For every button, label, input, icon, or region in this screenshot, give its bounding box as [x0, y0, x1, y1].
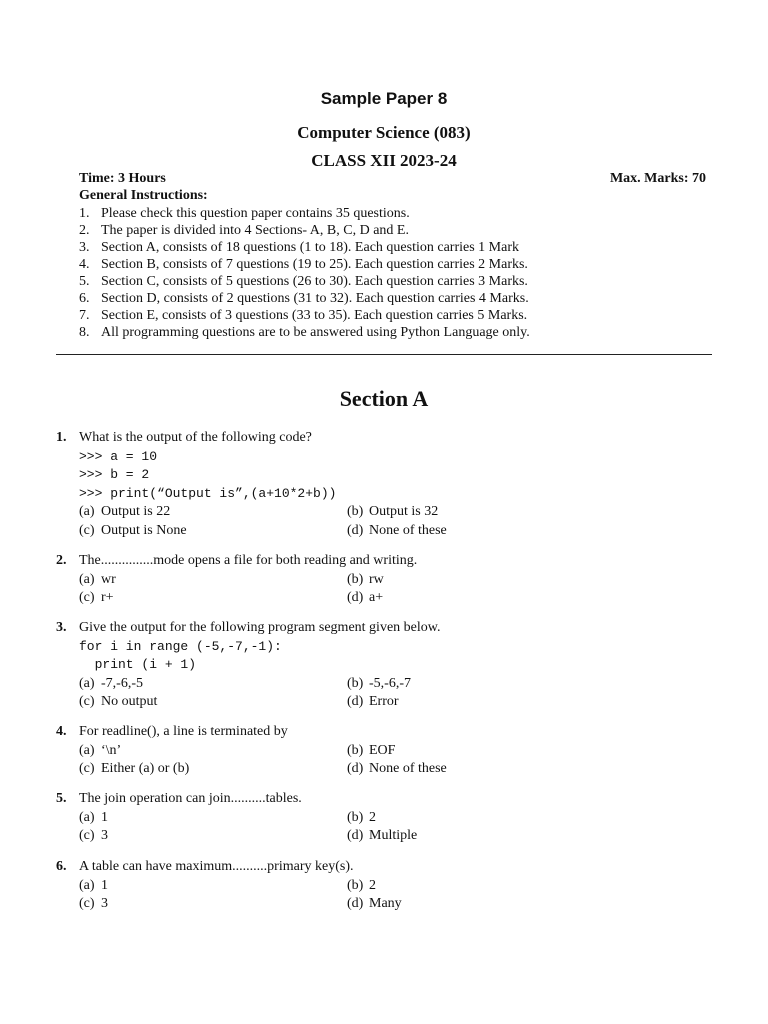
question-3 — [56, 619, 716, 712]
question-number: 6. — [56, 859, 67, 874]
option-label: (d) — [347, 590, 364, 605]
instruction-text: The paper is divided into 4 Sections- A, B, C, D and E. — [101, 223, 409, 238]
instruction-text: Section B, consists of 7 questions (19 to 25). Each question carries 2 Marks. — [101, 257, 528, 272]
option-label: (b) — [347, 877, 364, 893]
option-label: (b) — [347, 742, 364, 758]
question-text: What is the output of the following code? — [79, 430, 312, 445]
option-b — [347, 571, 384, 590]
option-a — [79, 571, 116, 590]
option-label: (c) — [79, 694, 95, 709]
instruction-number: 7. — [79, 308, 90, 323]
option-label: (c) — [79, 828, 95, 843]
question-text: A table can have maximum..........primary key(s). — [79, 859, 354, 874]
instruction-number: 2. — [79, 223, 90, 238]
divider-rule — [56, 354, 712, 355]
instruction-item — [79, 307, 530, 324]
option-c — [79, 895, 108, 914]
option-text: Output is 22 — [101, 504, 171, 519]
option-d — [347, 522, 447, 541]
paper-title: Sample Paper 8 — [320, 89, 448, 108]
option-label: (d) — [347, 694, 364, 709]
option-text: None of these — [369, 522, 447, 538]
option-d — [347, 827, 417, 846]
option-label: (a) — [79, 809, 95, 825]
instructions-heading: General Instructions: — [79, 188, 208, 203]
option-text: 2 — [369, 809, 376, 825]
option-a — [79, 503, 170, 522]
option-d — [347, 693, 399, 712]
option-c — [79, 522, 187, 541]
max-marks-label: Max. Marks: 70 — [609, 171, 706, 186]
instruction-text: Section A, consists of 18 questions (1 to 18). Each question carries 1 Mark — [101, 240, 519, 255]
question-text: Give the output for the following program segment given below. — [79, 620, 441, 635]
option-text: EOF — [369, 742, 396, 758]
question-number: 1. — [56, 430, 67, 445]
option-b — [347, 675, 411, 694]
option-a — [79, 742, 121, 761]
option-label: (a) — [79, 742, 95, 758]
option-b — [347, 877, 376, 896]
option-text: rw — [369, 571, 384, 587]
option-text: 2 — [369, 877, 376, 893]
question-number: 3. — [56, 620, 67, 635]
code-line: print (i + 1) — [79, 657, 197, 672]
option-text: 1 — [101, 877, 108, 893]
section-heading: Section A — [339, 386, 429, 411]
question-5 — [56, 790, 716, 846]
option-label: (a) — [79, 504, 95, 519]
instruction-item — [79, 239, 530, 256]
instruction-number: 6. — [79, 291, 90, 306]
option-b — [347, 809, 376, 828]
option-label: (b) — [347, 809, 364, 825]
question-number: 4. — [56, 724, 67, 739]
option-d — [347, 760, 447, 779]
instruction-item — [79, 222, 530, 239]
instruction-text: Section E, consists of 3 questions (33 to 35). Each question carries 5 Marks. — [101, 308, 528, 323]
option-label: (c) — [79, 590, 95, 605]
option-text: -7,-6,-5 — [101, 675, 143, 691]
instruction-text: All programming questions are to be answered using Python Language only. — [101, 325, 530, 340]
code-line: >>> a = 10 — [79, 448, 158, 464]
option-text: Either (a) or (b) — [101, 761, 190, 776]
question-number: 2. — [56, 553, 67, 568]
option-c — [79, 760, 189, 779]
question-text: The...............mode opens a file for both reading and writing. — [79, 553, 418, 568]
option-label: (d) — [347, 761, 364, 776]
option-c — [79, 827, 108, 846]
code-line: for i in range (-5,-7,-1): — [79, 638, 282, 654]
instruction-text: Section D, consists of 2 questions (31 to 32). Each question carries 4 Marks. — [101, 291, 529, 306]
option-text: Many — [369, 896, 402, 911]
option-text: 3 — [101, 828, 108, 843]
question-number: 5. — [56, 791, 67, 806]
class-title: CLASS XII 2023-24 — [311, 151, 457, 170]
option-text: a+ — [369, 590, 384, 605]
instruction-item — [79, 256, 530, 273]
instruction-number: 8. — [79, 325, 90, 340]
option-label: (c) — [79, 522, 95, 538]
option-a — [79, 809, 108, 828]
option-text: 3 — [101, 896, 108, 911]
option-text: No output — [101, 694, 158, 709]
option-label: (c) — [79, 761, 95, 776]
option-label: (b) — [347, 571, 364, 587]
instructions-list — [79, 205, 530, 341]
instruction-number: 4. — [79, 257, 90, 272]
question-1 — [56, 429, 716, 540]
option-text: None of these — [369, 761, 447, 776]
option-d — [347, 589, 383, 608]
question-2 — [56, 552, 716, 608]
option-b — [347, 742, 395, 761]
option-label: (a) — [79, 675, 95, 691]
instruction-item — [79, 324, 530, 341]
option-text: Error — [369, 694, 399, 709]
instruction-item — [79, 273, 530, 290]
option-text: Output is None — [101, 522, 187, 538]
instruction-text: Section C, consists of 5 questions (26 to 30). Each question carries 3 Marks. — [101, 274, 528, 289]
code-line: >>> print(“Output is”,(a+10*2+b)) — [79, 485, 337, 501]
option-text: wr — [101, 571, 116, 587]
instruction-number: 3. — [79, 240, 90, 255]
option-c — [79, 589, 114, 608]
option-label: (c) — [79, 896, 95, 911]
option-label: (b) — [347, 675, 364, 691]
option-text: r+ — [101, 590, 114, 605]
option-text: Output is 32 — [369, 504, 439, 519]
option-b — [347, 503, 438, 522]
question-6 — [56, 858, 716, 914]
instruction-item — [79, 205, 530, 222]
option-a — [79, 675, 143, 694]
option-label: (a) — [79, 571, 95, 587]
option-d — [347, 895, 402, 914]
question-4 — [56, 723, 716, 779]
instruction-number: 1. — [79, 206, 90, 221]
option-c — [79, 693, 157, 712]
option-text: 1 — [101, 809, 108, 825]
instruction-number: 5. — [79, 274, 90, 289]
subject-title: Computer Science (083) — [297, 123, 471, 142]
time-label: Time: 3 Hours — [79, 171, 166, 186]
option-label: (d) — [347, 896, 364, 911]
option-label: (a) — [79, 877, 95, 893]
code-line: >>> b = 2 — [79, 467, 150, 482]
instruction-item — [79, 290, 530, 307]
option-label: (d) — [347, 828, 364, 843]
option-label: (b) — [347, 504, 364, 519]
instruction-text: Please check this question paper contains 35 questions. — [101, 206, 410, 221]
option-a — [79, 877, 108, 896]
question-text: For readline(), a line is terminated by — [79, 724, 288, 739]
option-text: ‘\n’ — [101, 742, 122, 758]
option-text: Multiple — [369, 828, 418, 843]
question-text: The join operation can join..........tables. — [79, 791, 302, 806]
option-text: -5,-6,-7 — [369, 675, 411, 691]
option-label: (d) — [347, 522, 364, 538]
